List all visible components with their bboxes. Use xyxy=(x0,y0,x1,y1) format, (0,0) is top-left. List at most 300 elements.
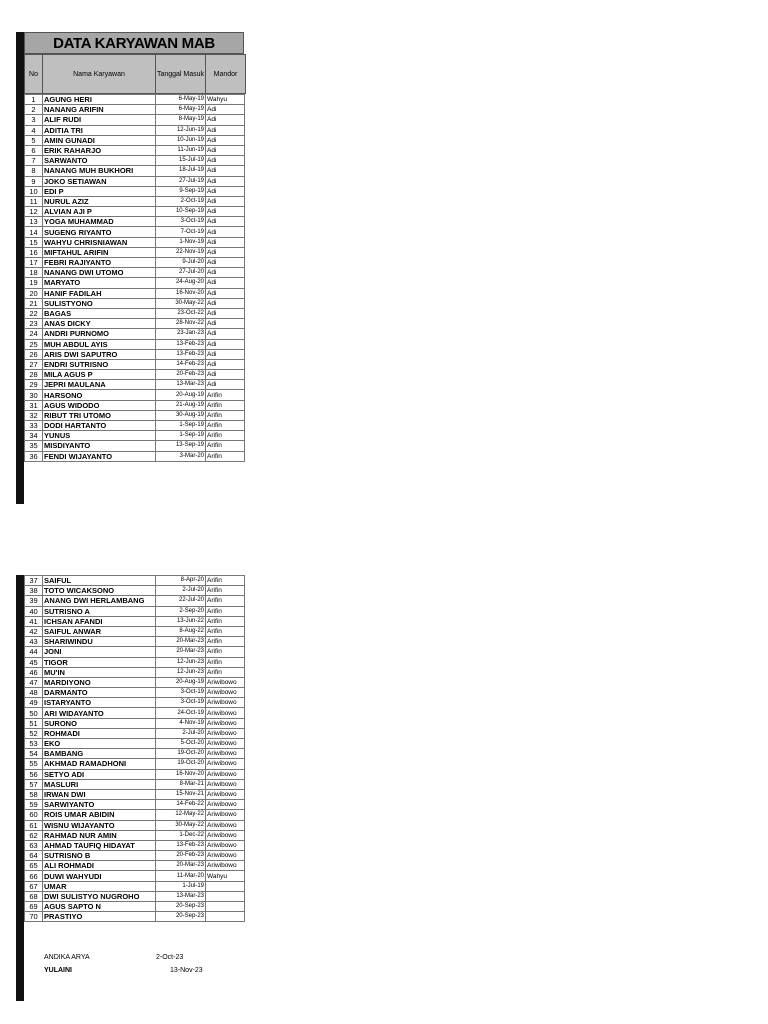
mandor-name: Ariwibowo xyxy=(206,789,245,799)
start-date: 20-Mar-23 xyxy=(156,647,206,657)
row-number: 43 xyxy=(25,637,43,647)
employee-name: JOKO SETIAWAN xyxy=(43,176,156,186)
mandor-name: Adi xyxy=(206,156,245,166)
start-date: 20-Feb-23 xyxy=(156,370,206,380)
table-row xyxy=(25,288,245,298)
table-row xyxy=(25,186,245,196)
row-number: 60 xyxy=(25,810,43,820)
mandor-name: Ariwibowo xyxy=(206,718,245,728)
mandor-name: Ariwibowo xyxy=(206,769,245,779)
mandor-name: Adi xyxy=(206,207,245,217)
employee-name: MARYATO xyxy=(43,278,156,288)
start-date: 24-Aug-20 xyxy=(156,278,206,288)
mandor-name: Adi xyxy=(206,105,245,115)
extra-name-2: YULAINI xyxy=(44,967,72,974)
row-number: 64 xyxy=(25,851,43,861)
start-date: 2-Jul-20 xyxy=(156,728,206,738)
mandor-name: Wahyu xyxy=(206,871,245,881)
employee-name: ALVIAN AJI P xyxy=(43,207,156,217)
row-number: 42 xyxy=(25,626,43,636)
start-date: 3-Oct-19 xyxy=(156,698,206,708)
mandor-name xyxy=(206,902,245,912)
table-row xyxy=(25,95,245,105)
start-date: 10-Jun-19 xyxy=(156,135,206,145)
start-date: 20-Sep-23 xyxy=(156,912,206,922)
row-number: 23 xyxy=(25,319,43,329)
row-number: 17 xyxy=(25,258,43,268)
start-date: 13-Feb-23 xyxy=(156,840,206,850)
row-number: 14 xyxy=(25,227,43,237)
employee-name: ENDRI SUTRISNO xyxy=(43,359,156,369)
start-date: 13-Mar-23 xyxy=(156,891,206,901)
header-nama: Nama Karyawan xyxy=(43,55,156,93)
mandor-name: Adi xyxy=(206,298,245,308)
row-number: 58 xyxy=(25,789,43,799)
table-row xyxy=(25,370,245,380)
start-date: 5-Oct-20 xyxy=(156,739,206,749)
employee-name: TOTO WICAKSONO xyxy=(43,586,156,596)
row-number: 1 xyxy=(25,95,43,105)
employee-name: TIGOR xyxy=(43,657,156,667)
employee-name: AGUNG HERI xyxy=(43,95,156,105)
row-number: 11 xyxy=(25,196,43,206)
table-row xyxy=(25,891,245,901)
mandor-name: Ariwibowo xyxy=(206,810,245,820)
row-number: 39 xyxy=(25,596,43,606)
mandor-name: Adi xyxy=(206,176,245,186)
start-date: 12-Jun-23 xyxy=(156,667,206,677)
employee-name: YUNUS xyxy=(43,431,156,441)
employee-name: ALI ROHMADI xyxy=(43,861,156,871)
table-row xyxy=(25,227,245,237)
start-date: 1-Sep-19 xyxy=(156,431,206,441)
employee-name: BAMBANG xyxy=(43,749,156,759)
start-date: 13-Sep-19 xyxy=(156,441,206,451)
employee-name: DODI HARTANTO xyxy=(43,421,156,431)
start-date: 20-Mar-23 xyxy=(156,861,206,871)
row-number: 63 xyxy=(25,840,43,850)
employee-name: FENDI WIJAYANTO xyxy=(43,451,156,461)
start-date: 11-Mar-20 xyxy=(156,871,206,881)
row-number: 29 xyxy=(25,380,43,390)
row-number: 65 xyxy=(25,861,43,871)
employee-table-page-1 xyxy=(24,94,245,462)
start-date: 21-Aug-19 xyxy=(156,400,206,410)
table-row xyxy=(25,207,245,217)
table-row xyxy=(25,217,245,227)
row-number: 12 xyxy=(25,207,43,217)
start-date: 2-Jul-20 xyxy=(156,586,206,596)
row-number: 2 xyxy=(25,105,43,115)
table-header xyxy=(24,54,246,94)
start-date: 6-May-19 xyxy=(156,105,206,115)
row-number: 25 xyxy=(25,339,43,349)
start-date: 12-Jun-19 xyxy=(156,125,206,135)
mandor-name xyxy=(206,881,245,891)
start-date: 13-Jun-22 xyxy=(156,616,206,626)
table-row xyxy=(25,135,245,145)
table-row xyxy=(25,359,245,369)
employee-name: AGUS SAPTO N xyxy=(43,902,156,912)
employee-name: NANANG MUH BUKHORI xyxy=(43,166,156,176)
row-number: 70 xyxy=(25,912,43,922)
mandor-name: Arifin xyxy=(206,410,245,420)
mandor-name: Arifin xyxy=(206,451,245,461)
table-row xyxy=(25,881,245,891)
employee-name: ISTARYANTO xyxy=(43,698,156,708)
row-number: 38 xyxy=(25,586,43,596)
row-number: 55 xyxy=(25,759,43,769)
employee-name: WAHYU CHRISNIAWAN xyxy=(43,237,156,247)
employee-name: SHARIWINDU xyxy=(43,637,156,647)
table-row xyxy=(25,840,245,850)
employee-name: ARIS DWI SAPUTRO xyxy=(43,349,156,359)
start-date: 30-May-22 xyxy=(156,820,206,830)
row-number: 35 xyxy=(25,441,43,451)
table-row xyxy=(25,708,245,718)
table-row xyxy=(25,349,245,359)
start-date: 13-Feb-23 xyxy=(156,349,206,359)
row-number: 22 xyxy=(25,308,43,318)
row-number: 24 xyxy=(25,329,43,339)
mandor-name: Adi xyxy=(206,329,245,339)
row-number: 61 xyxy=(25,820,43,830)
mandor-name: Arifin xyxy=(206,421,245,431)
table-row xyxy=(25,637,245,647)
employee-name: EKO xyxy=(43,739,156,749)
row-number: 40 xyxy=(25,606,43,616)
employee-name: ANDRI PURNOMO xyxy=(43,329,156,339)
employee-name: SULISTYONO xyxy=(43,298,156,308)
mandor-name: Adi xyxy=(206,227,245,237)
start-date: 14-Feb-22 xyxy=(156,800,206,810)
table-row xyxy=(25,728,245,738)
start-date: 14-Feb-23 xyxy=(156,359,206,369)
employee-name: ICHSAN AFANDI xyxy=(43,616,156,626)
table-row xyxy=(25,800,245,810)
row-number: 48 xyxy=(25,688,43,698)
employee-name: SARWANTO xyxy=(43,156,156,166)
table-row xyxy=(25,329,245,339)
start-date: 8-Aug-22 xyxy=(156,626,206,636)
row-number: 45 xyxy=(25,657,43,667)
start-date: 13-Mar-23 xyxy=(156,380,206,390)
table-row xyxy=(25,176,245,186)
mandor-name: Arifin xyxy=(206,616,245,626)
mandor-name: Adi xyxy=(206,125,245,135)
extra-name-1: ANDIKA ARYA xyxy=(44,954,90,961)
mandor-name: Arifin xyxy=(206,626,245,636)
employee-name: ARI WIDAYANTO xyxy=(43,708,156,718)
employee-table-page-2 xyxy=(24,575,245,922)
mandor-name: Ariwibowo xyxy=(206,840,245,850)
mandor-name: Arifin xyxy=(206,576,245,586)
left-margin-bar-1 xyxy=(16,32,24,504)
row-number: 30 xyxy=(25,390,43,400)
start-date: 30-May-22 xyxy=(156,298,206,308)
start-date: 20-Feb-23 xyxy=(156,851,206,861)
row-number: 68 xyxy=(25,891,43,901)
start-date: 12-May-22 xyxy=(156,810,206,820)
table-row xyxy=(25,596,245,606)
row-number: 26 xyxy=(25,349,43,359)
table-row xyxy=(25,247,245,257)
mandor-name: Arifin xyxy=(206,657,245,667)
row-number: 13 xyxy=(25,217,43,227)
start-date: 3-Oct-19 xyxy=(156,217,206,227)
start-date: 11-Jun-19 xyxy=(156,145,206,155)
table-row xyxy=(25,166,245,176)
mandor-name: Ariwibowo xyxy=(206,800,245,810)
table-row xyxy=(25,258,245,268)
start-date: 7-Oct-19 xyxy=(156,227,206,237)
mandor-name: Ariwibowo xyxy=(206,688,245,698)
table-row xyxy=(25,626,245,636)
start-date: 16-Nov-20 xyxy=(156,288,206,298)
table-row xyxy=(25,380,245,390)
table-row xyxy=(25,410,245,420)
employee-name: AHMAD TAUFIQ HIDAYAT xyxy=(43,840,156,850)
table-row xyxy=(25,319,245,329)
table-row xyxy=(25,105,245,115)
mandor-name: Ariwibowo xyxy=(206,830,245,840)
mandor-name: Adi xyxy=(206,258,245,268)
row-number: 67 xyxy=(25,881,43,891)
table-row xyxy=(25,421,245,431)
row-number: 66 xyxy=(25,871,43,881)
employee-name: ADITIA TRI xyxy=(43,125,156,135)
employee-name: DUWI WAHYUDI xyxy=(43,871,156,881)
start-date: 15-Nov-21 xyxy=(156,789,206,799)
row-number: 32 xyxy=(25,410,43,420)
employee-name: FEBRI RAJIYANTO xyxy=(43,258,156,268)
table-row xyxy=(25,298,245,308)
employee-name: SUTRISNO B xyxy=(43,851,156,861)
employee-name: HARSONO xyxy=(43,390,156,400)
start-date: 1-Sep-19 xyxy=(156,421,206,431)
row-number: 37 xyxy=(25,576,43,586)
employee-name: DARMANTO xyxy=(43,688,156,698)
row-number: 51 xyxy=(25,718,43,728)
table-row xyxy=(25,718,245,728)
start-date: 23-Oct-22 xyxy=(156,308,206,318)
mandor-name: Arifin xyxy=(206,431,245,441)
table-row xyxy=(25,698,245,708)
mandor-name: Adi xyxy=(206,349,245,359)
start-date: 9-Jul-20 xyxy=(156,258,206,268)
header-tanggal: Tanggal Masuk xyxy=(156,55,206,93)
row-number: 7 xyxy=(25,156,43,166)
mandor-name: Adi xyxy=(206,217,245,227)
employee-name: MU'IN xyxy=(43,667,156,677)
mandor-name: Ariwibowo xyxy=(206,698,245,708)
row-number: 57 xyxy=(25,779,43,789)
mandor-name: Adi xyxy=(206,288,245,298)
start-date: 19-Oct-20 xyxy=(156,749,206,759)
employee-name: PRASTIYO xyxy=(43,912,156,922)
table-row xyxy=(25,390,245,400)
table-row xyxy=(25,400,245,410)
mandor-name: Arifin xyxy=(206,400,245,410)
mandor-name: Adi xyxy=(206,359,245,369)
row-number: 41 xyxy=(25,616,43,626)
employee-name: SAIFUL xyxy=(43,576,156,586)
start-date: 9-Sep-19 xyxy=(156,186,206,196)
start-date: 1-Jul-19 xyxy=(156,881,206,891)
employee-name: RAHMAD NUR AMIN xyxy=(43,830,156,840)
table-row xyxy=(25,871,245,881)
start-date: 13-Feb-23 xyxy=(156,339,206,349)
mandor-name: Arifin xyxy=(206,441,245,451)
row-number: 49 xyxy=(25,698,43,708)
start-date: 15-Jul-19 xyxy=(156,156,206,166)
employee-name: RIBUT TRI UTOMO xyxy=(43,410,156,420)
employee-name: JONI xyxy=(43,647,156,657)
row-number: 4 xyxy=(25,125,43,135)
start-date: 8-Mar-21 xyxy=(156,779,206,789)
start-date: 18-Jul-19 xyxy=(156,166,206,176)
row-number: 28 xyxy=(25,370,43,380)
mandor-name: Arifin xyxy=(206,586,245,596)
employee-name: HANIF FADILAH xyxy=(43,288,156,298)
table-row xyxy=(25,820,245,830)
employee-name: AGUS WIDODO xyxy=(43,400,156,410)
employee-name: ANANG DWI HERLAMBANG xyxy=(43,596,156,606)
table-row xyxy=(25,769,245,779)
row-number: 6 xyxy=(25,145,43,155)
table-row xyxy=(25,789,245,799)
table-row xyxy=(25,156,245,166)
mandor-name: Ariwibowo xyxy=(206,728,245,738)
table-row xyxy=(25,810,245,820)
employee-name: SUTRISNO A xyxy=(43,606,156,616)
row-number: 31 xyxy=(25,400,43,410)
employee-name: DWI SULISTYO NUGROHO xyxy=(43,891,156,901)
table-row xyxy=(25,268,245,278)
employee-name: SETYO ADI xyxy=(43,769,156,779)
mandor-name: Ariwibowo xyxy=(206,759,245,769)
mandor-name: Adi xyxy=(206,115,245,125)
header-mandor: Mandor xyxy=(213,70,238,78)
row-number: 36 xyxy=(25,451,43,461)
mandor-name: Ariwibowo xyxy=(206,749,245,759)
mandor-name: Arifin xyxy=(206,647,245,657)
table-row xyxy=(25,688,245,698)
mandor-name xyxy=(206,912,245,922)
employee-name: NURUL AZIZ xyxy=(43,196,156,206)
employee-name: NANANG DWI UTOMO xyxy=(43,268,156,278)
employee-name: WISNU WIJAYANTO xyxy=(43,820,156,830)
mandor-name: Adi xyxy=(206,247,245,257)
start-date: 4-Nov-19 xyxy=(156,718,206,728)
start-date: 24-Oct-19 xyxy=(156,708,206,718)
employee-name: SAIFUL ANWAR xyxy=(43,626,156,636)
row-number: 59 xyxy=(25,800,43,810)
start-date: 16-Nov-20 xyxy=(156,769,206,779)
row-number: 62 xyxy=(25,830,43,840)
extra-date-1: 2-Oct-23 xyxy=(156,954,184,961)
table-row xyxy=(25,779,245,789)
mandor-name: Adi xyxy=(206,166,245,176)
table-row xyxy=(25,441,245,451)
mandor-name: Adi xyxy=(206,380,245,390)
mandor-name: Adi xyxy=(206,196,245,206)
mandor-name: Adi xyxy=(206,319,245,329)
left-margin-bar-2 xyxy=(16,575,24,1001)
mandor-name: Adi xyxy=(206,135,245,145)
table-row xyxy=(25,851,245,861)
employee-name: YOGA MUHAMMAD xyxy=(43,217,156,227)
mandor-name: Adi xyxy=(206,370,245,380)
employee-name: MARDIYONO xyxy=(43,677,156,687)
employee-name: EDI P xyxy=(43,186,156,196)
table-row xyxy=(25,145,245,155)
mandor-name: Ariwibowo xyxy=(206,779,245,789)
row-number: 27 xyxy=(25,359,43,369)
start-date: 22-Jul-20 xyxy=(156,596,206,606)
table-row xyxy=(25,115,245,125)
start-date: 20-Aug-19 xyxy=(156,390,206,400)
start-date: 28-Nov-22 xyxy=(156,319,206,329)
start-date: 19-Oct-20 xyxy=(156,759,206,769)
table-row xyxy=(25,451,245,461)
employee-name: MISDIYANTO xyxy=(43,441,156,451)
table-row xyxy=(25,749,245,759)
mandor-name: Ariwibowo xyxy=(206,708,245,718)
row-number: 33 xyxy=(25,421,43,431)
start-date: 6-May-19 xyxy=(156,95,206,105)
employee-name: ERIK RAHARJO xyxy=(43,145,156,155)
mandor-name: Arifin xyxy=(206,390,245,400)
row-number: 8 xyxy=(25,166,43,176)
mandor-name: Ariwibowo xyxy=(206,851,245,861)
row-number: 9 xyxy=(25,176,43,186)
table-row xyxy=(25,739,245,749)
mandor-name: Adi xyxy=(206,339,245,349)
start-date: 30-Aug-19 xyxy=(156,410,206,420)
employee-name: MIFTAHUL ARIFIN xyxy=(43,247,156,257)
row-number: 52 xyxy=(25,728,43,738)
row-number: 16 xyxy=(25,247,43,257)
start-date: 23-Jan-23 xyxy=(156,329,206,339)
row-number: 56 xyxy=(25,769,43,779)
mandor-name: Adi xyxy=(206,237,245,247)
mandor-name: Ariwibowo xyxy=(206,677,245,687)
table-row xyxy=(25,125,245,135)
employee-name: ALIF RUDI xyxy=(43,115,156,125)
table-row xyxy=(25,759,245,769)
mandor-name: Wahyu xyxy=(206,95,245,105)
mandor-name: Adi xyxy=(206,186,245,196)
table-row xyxy=(25,902,245,912)
row-number: 44 xyxy=(25,647,43,657)
table-row xyxy=(25,677,245,687)
employee-name: IRWAN DWI xyxy=(43,789,156,799)
employee-name: ROIS UMAR ABIDIN xyxy=(43,810,156,820)
header-no: No xyxy=(25,55,43,93)
start-date: 10-Sep-19 xyxy=(156,207,206,217)
row-number: 54 xyxy=(25,749,43,759)
table-row xyxy=(25,196,245,206)
row-number: 19 xyxy=(25,278,43,288)
table-row xyxy=(25,278,245,288)
table-row xyxy=(25,431,245,441)
table-row xyxy=(25,830,245,840)
start-date: 2-Oct-19 xyxy=(156,196,206,206)
row-number: 69 xyxy=(25,902,43,912)
start-date: 8-Apr-20 xyxy=(156,576,206,586)
row-number: 34 xyxy=(25,431,43,441)
